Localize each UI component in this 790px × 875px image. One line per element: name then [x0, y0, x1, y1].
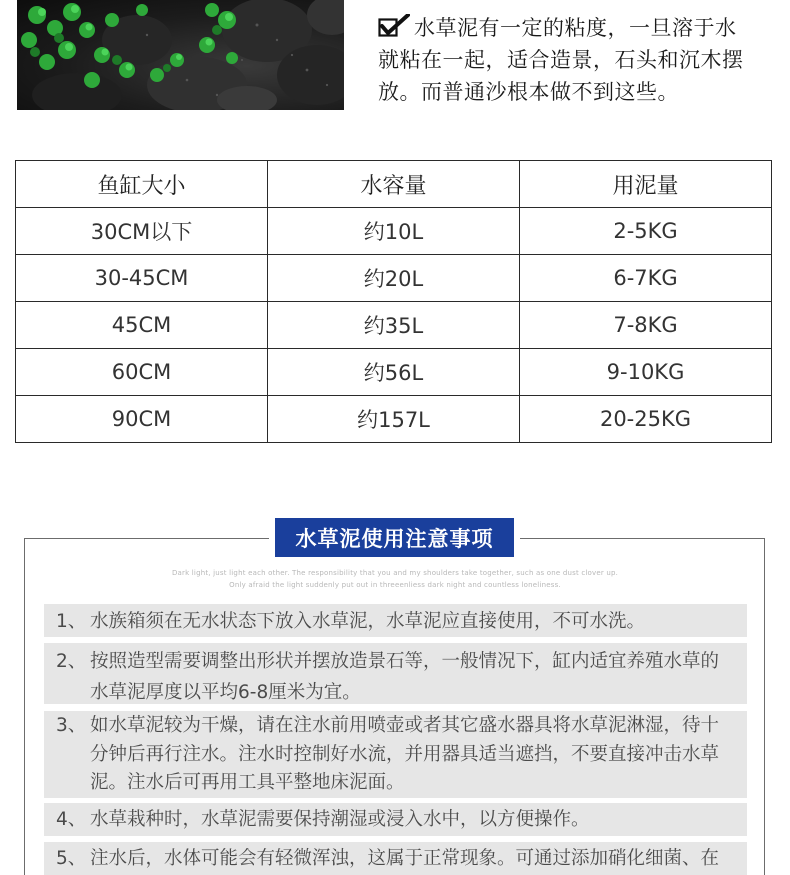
note-text: 水草泥有一定的粘度，一旦溶于水就粘在一起，适合造景，石头和沉木摆放。而普通沙根本做不到这些。 [378, 16, 744, 104]
notice-item-text: 水族箱须在无水状态下放入水草泥，水草泥应直接使用，不可水洗。 [90, 611, 646, 632]
notice-subtitle: Dark light, just light each other. The responsibility that you and my shoulders take together, such as one dust clover up. [171, 569, 619, 577]
cell-water-volume: 约35L [268, 302, 520, 349]
plants-illustration [17, 0, 344, 110]
notice-item [44, 803, 747, 836]
cell-mud-amount: 20-25KG [520, 396, 772, 443]
notice-item [44, 711, 747, 798]
notice-item [44, 643, 747, 704]
header-tank-size: 鱼缸大小 [16, 161, 268, 208]
table-row [16, 208, 772, 255]
notice-subtitle: Only afraid the light suddenly put out in threeenliess dark night and countless loneliness. [229, 581, 561, 589]
table-row [16, 302, 772, 349]
checkbox-check-icon [378, 14, 410, 38]
mud-usage-table [15, 160, 772, 443]
feature-note [378, 12, 750, 108]
notice-item-text: 注水后，水体可能会有轻微浑浊，这属于正常现象。可通过添加硝化细菌、在 [90, 848, 720, 869]
cell-tank-size: 30-45CM [16, 255, 268, 302]
notice-item [44, 842, 747, 875]
cell-water-volume: 约10L [268, 208, 520, 255]
cell-tank-size: 30CM以下 [16, 208, 268, 255]
cell-water-volume: 约157L [268, 396, 520, 443]
aquarium-plants-photo [17, 0, 344, 110]
cell-mud-amount: 2-5KG [520, 208, 772, 255]
notice-item-text: 水草栽种时，水草泥需要保持潮湿或浸入水中，以方便操作。 [90, 809, 590, 830]
table-row [16, 255, 772, 302]
header-mud-amount: 用泥量 [520, 161, 772, 208]
table-row [16, 396, 772, 443]
cell-mud-amount: 9-10KG [520, 349, 772, 396]
cell-tank-size: 60CM [16, 349, 268, 396]
notice-item-number: 5、 [56, 848, 87, 869]
notice-item-number: 3、 [56, 715, 87, 736]
notice-item-text: 按照造型需要调整出形状并摆放造景石等，一般情况下，缸内适宜养殖水草的水草泥厚度以平均6-8厘米为宜。 [90, 651, 720, 703]
notice-item-number: 2、 [56, 651, 87, 672]
table-row [16, 349, 772, 396]
notice-item-number: 1、 [56, 611, 87, 632]
cell-water-volume: 约56L [268, 349, 520, 396]
notice-title: 水草泥使用注意事项 [275, 518, 514, 557]
cell-water-volume: 约20L [268, 255, 520, 302]
header-water-volume: 水容量 [268, 161, 520, 208]
cell-mud-amount: 7-8KG [520, 302, 772, 349]
cell-tank-size: 90CM [16, 396, 268, 443]
cell-mud-amount: 6-7KG [520, 255, 772, 302]
table-header-row [16, 161, 772, 208]
notice-item-number: 4、 [56, 809, 87, 830]
notice-item-text: 如水草泥较为干燥，请在注水前用喷壶或者其它盛水器具将水草泥淋湿，待十分钟后再行注水。注水时控制好水流，并用器具适当遮挡，不要直接冲击水草泥。注水后可再用工具平整地床泥面。 [90, 715, 720, 793]
notice-item [44, 604, 747, 637]
cell-tank-size: 45CM [16, 302, 268, 349]
